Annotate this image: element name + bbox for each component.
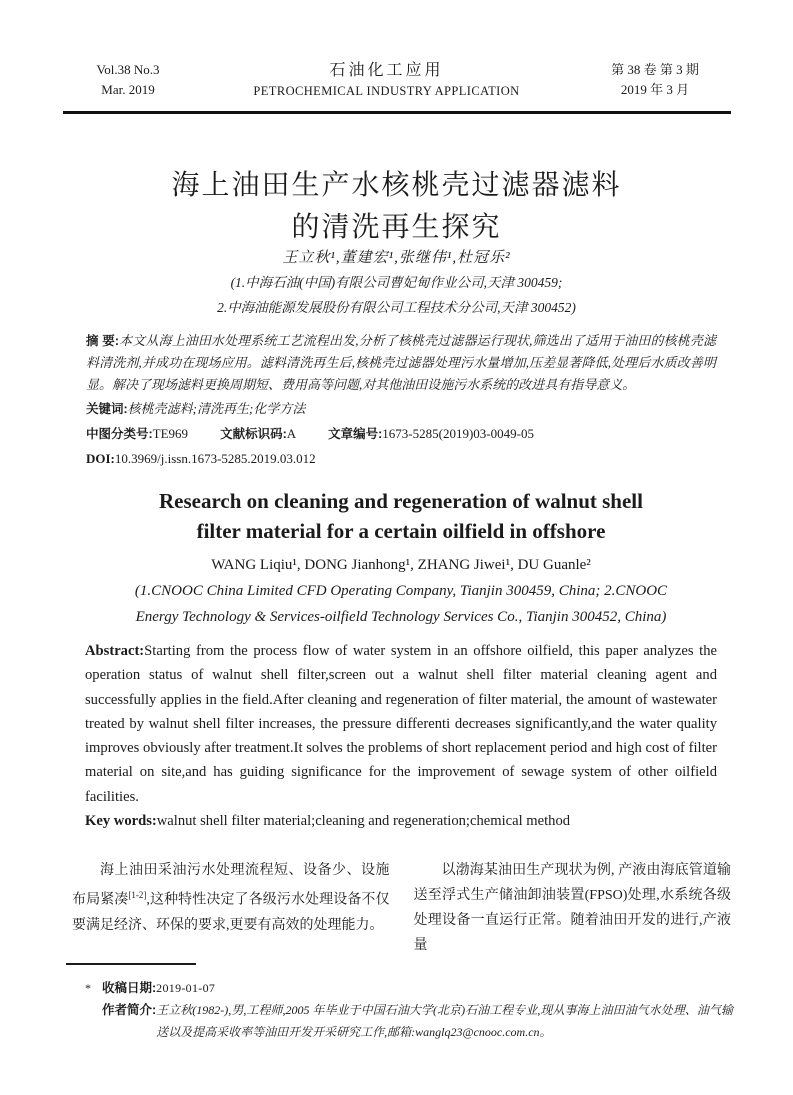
- article-id-label: 文章编号:: [328, 427, 383, 441]
- authors-cn: 王立秋¹,董建宏¹,张继伟¹,杜冠乐²: [282, 250, 511, 266]
- doc-code-label: 文献标识码:: [220, 427, 287, 441]
- affiliation-en-line2: Energy Technology & Services-oilfield Technology Services Co., Tianjin 300452, China): [135, 609, 667, 625]
- affiliations-en: [85, 578, 717, 630]
- body-column-left: [72, 858, 390, 958]
- footnote-asterisk: *: [85, 981, 91, 995]
- authors-en: WANG Liqiu¹, DONG Jianhong¹, ZHANG Jiwei¹, DU Guanle²: [211, 557, 591, 573]
- abstract-cn-paragraph: [86, 330, 716, 396]
- article-title-cn-line2: 的清洗再生探究: [291, 211, 502, 243]
- journal-issue-cn: 第 38 卷 第 3 期: [611, 62, 699, 77]
- body-paragraph-right: 以渤海某油田生产现状为例, 产液由海底管道输送至浮式生产储油卸油装置(FPSO)处理,水系统各级处理设备一直运行正常。随着油田开发的进行,产液量: [413, 863, 731, 953]
- body-column-right: [414, 858, 732, 958]
- author-bio-text: 王立秋(1982-),男,工程师,2005 年毕业于中国石油大学(北京)石油工程专业,现从事海上油田油气水处理、油气输送以及提高采收率等油田开发开采研究工作,邮箱:wanglq23@cnooc.com.cn。: [156, 1003, 733, 1039]
- body-paragraph-left: [72, 858, 390, 938]
- body-columns: [72, 858, 731, 958]
- abstract-paragraph-en: [85, 639, 717, 809]
- body-left-text-cont: ,这种特性决定了各级污水处理设备不仅要满足经济、环保的要求,更要有高效的处理能力。: [72, 892, 390, 933]
- doc-code-group: [220, 426, 296, 441]
- affiliation-cn-1: (1.中海石油(中国)有限公司曹妃甸作业公司,天津 300459;: [230, 275, 563, 290]
- received-date-label: 收稿日期:: [102, 981, 157, 995]
- journal-volume-en: Vol.38 No.3: [96, 62, 160, 77]
- keywords-text-en: walnut shell filter material;cleaning and regeneration;chemical method: [156, 813, 571, 830]
- citation-ref: [1-2]: [128, 890, 147, 900]
- journal-header: [63, 60, 730, 101]
- footnote-bio-line: [102, 999, 733, 1043]
- header-divider-rule: [63, 111, 731, 114]
- journal-name-en: PETROCHEMICAL INDUSTRY APPLICATION: [253, 84, 520, 98]
- english-block: [85, 486, 717, 833]
- abstract-label-en: Abstract:: [85, 643, 145, 659]
- author-bio-label: 作者简介:: [102, 1003, 157, 1017]
- journal-volume-block: [63, 60, 193, 100]
- affiliation-cn-2: 2.中海油能源发展股份有限公司工程技术分公司,天津 300452): [217, 300, 576, 315]
- clc-value: TE969: [152, 426, 189, 441]
- article-id-group: [328, 426, 534, 441]
- received-date-value: 2019-01-07: [156, 981, 216, 995]
- abstract-block-cn: [86, 330, 716, 471]
- article-title-en: [85, 486, 717, 546]
- footnote-received-line: [85, 977, 733, 999]
- keywords-label-cn: 关键词:: [86, 402, 128, 416]
- doi-label: DOI:: [86, 451, 115, 466]
- journal-date-cn: 2019 年 3 月: [620, 82, 690, 97]
- clc-label: 中图分类号:: [86, 427, 153, 441]
- keywords-line-cn: [86, 397, 716, 421]
- abstract-text-cn: 本文从海上油田水处理系统工艺流程出发,分析了核桃壳过滤器运行现状,筛选出了适用于油田的核桃壳滤料清洗剂,并成功在现场应用。滤料清洗再生后,核桃壳过滤器处理污水量增加,压差显著降低,处理后水质改善明显。解决了现场滤料更换周期短、费用高等问题,对其他油田设施污水系统的改进具有指导意义。: [86, 333, 716, 392]
- article-title-cn: [0, 165, 793, 249]
- footnote-divider-rule: [66, 963, 196, 965]
- article-id-value: 1673-5285(2019)03-0049-05: [382, 426, 534, 441]
- journal-date-en: Mar. 2019: [101, 82, 155, 97]
- abstract-text-en: Starting from the process flow of water system in an offshore oilfield, this paper analyzes the operation status of walnut shell filter,screen out a walnut shell filter material cleaning agent and successfully applies in the field.After cleaning and regeneration of filter material, the amount of wastewater treated by walnut shell filter increases, the pressure differenti decreases significantly,and the water quality improves obviously after treatment.It solves the problems of short replacement period and high cost of filter material on site,and has guiding significance for the improvement of sewage system of other oilfield facilities.: [85, 643, 717, 805]
- clc-group: [86, 426, 188, 441]
- classification-line: [86, 422, 716, 446]
- doi-line: [86, 447, 716, 471]
- body-left-text: 海上油田采油污水处理流程短、设备少、设施布局紧凑: [72, 863, 390, 908]
- journal-name-cn: 石油化工应用: [329, 62, 444, 79]
- affiliation-en-line1: (1.CNOOC China Limited CFD Operating Company, Tianjin 300459, China; 2.CNOOC: [134, 583, 668, 599]
- keywords-line-en: [85, 809, 717, 833]
- doi-value: 10.3969/j.issn.1673-5285.2019.03.012: [114, 451, 316, 466]
- journal-name-block: [193, 60, 580, 101]
- doc-code-value: A: [286, 426, 297, 441]
- affiliations-cn: [0, 270, 793, 320]
- abstract-label-cn: 摘 要:: [86, 334, 119, 348]
- footnote-block: [85, 977, 733, 1043]
- article-title-cn-line1: 海上油田生产水核桃壳过滤器滤料: [171, 169, 622, 201]
- journal-issue-block: [580, 60, 730, 100]
- article-title-en-line1: Research on cleaning and regeneration of walnut shell: [159, 489, 643, 513]
- keywords-text-cn: 核桃壳滤料;清洗再生;化学方法: [127, 401, 306, 416]
- article-title-en-line2: filter material for a certain oilfield in offshore: [196, 519, 606, 543]
- keywords-label-en: Key words:: [85, 813, 157, 830]
